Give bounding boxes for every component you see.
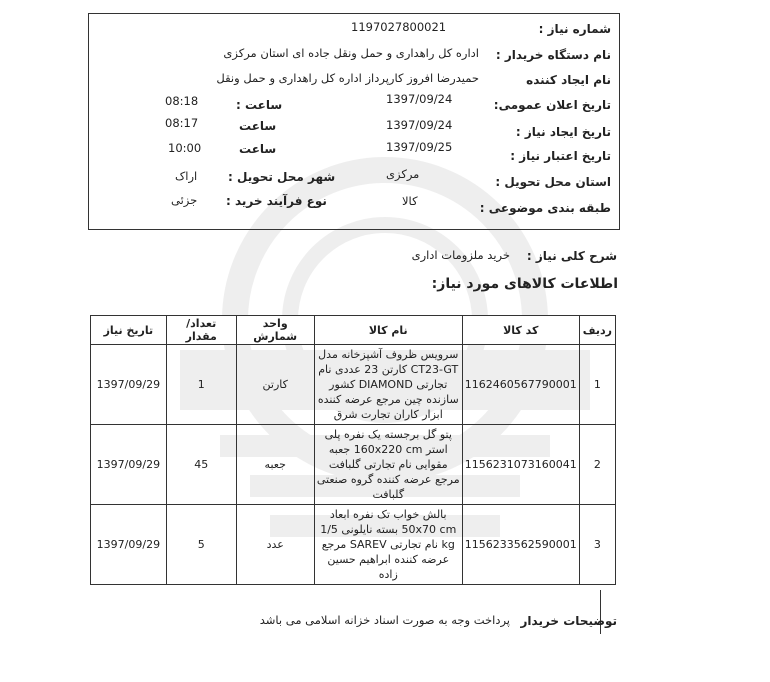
row-name: بالش خواب تک نفره ابعاد 50x70 cm بسته نایلونی 1/5 kg نام تجارتی SAREV مرجع عرضه کننده ابراهیم حسین زاده <box>314 505 462 585</box>
province: مرکزی <box>386 167 420 181</box>
announce-time: 08:18 <box>165 94 199 108</box>
buyer-notes: پرداخت وجه به صورت اسناد خزانه اسلامی می باشد <box>259 613 510 627</box>
row-number: 3 <box>579 505 615 585</box>
row-qty: 45 <box>166 425 236 505</box>
table-header-row <box>91 316 616 345</box>
row-code: 1156231073160041 <box>462 425 579 505</box>
created-label: تاریخ ایجاد نیاز : <box>515 125 611 139</box>
header-qty: تعداد/ مقدار <box>166 316 236 345</box>
row-number: 2 <box>579 425 615 505</box>
header-unit: واحد شمارش <box>236 316 314 345</box>
row-name: سرویس ظروف آشپزخانه مدل CT23-GT کارتن 23 عددی نام تجارتی DIAMOND کشور سازنده چین مرجع عرضه کننده ابزار کاران تجارت شرق <box>314 345 462 425</box>
validity-date: 1397/09/25 <box>386 140 453 154</box>
city: اراک <box>175 169 198 183</box>
row-unit: جعبه <box>236 425 314 505</box>
buyer-org: اداره کل راهداری و حمل ونقل جاده ای استان مرکزی <box>223 46 479 60</box>
need-info-box <box>88 13 620 230</box>
items-table <box>90 315 616 585</box>
header-code: کد کالا <box>462 316 579 345</box>
header-name: نام کالا <box>314 316 462 345</box>
validity-time-label: ساعت <box>239 142 277 156</box>
row-qty: 1 <box>166 345 236 425</box>
process-label: نوع فرآیند خرید : <box>226 194 327 208</box>
created-time: 08:17 <box>165 116 199 130</box>
row-date: 1397/09/29 <box>91 425 167 505</box>
row-name: پتو گل برجسته یک نفره پلی استر 160x220 cm جعبه مقوایی نام تجارتی گلبافت مرجع عرضه کننده گروه صنعتی گلبافت <box>314 425 462 505</box>
announce-label: تاریخ اعلان عمومی: <box>493 98 611 112</box>
table-row <box>91 425 616 505</box>
row-date: 1397/09/29 <box>91 345 167 425</box>
announce-time-label: ساعت : <box>236 98 283 112</box>
created-date: 1397/09/24 <box>386 118 453 132</box>
row-date: 1397/09/29 <box>91 505 167 585</box>
validity-label: تاریخ اعتبار نیاز : <box>510 149 611 163</box>
row-unit: کارتن <box>236 345 314 425</box>
row-number: 1 <box>579 345 615 425</box>
creator: حمیدرضا افروز کارپرداز اداره کل راهداری و حمل ونقل <box>216 71 479 85</box>
table-row <box>91 345 616 425</box>
summary-label: شرح کلی نیاز : <box>526 249 617 263</box>
creator-label: نام ایجاد کننده <box>526 73 611 87</box>
items-heading: اطلاعات کالاهای مورد نیاز: <box>431 276 618 292</box>
row-code: 1162460567790001 <box>462 345 579 425</box>
buyer-org-label: نام دستگاه خریدار : <box>495 48 611 62</box>
row-code: 1156233562590001 <box>462 505 579 585</box>
header-date: تاریخ نیاز <box>91 316 167 345</box>
need-number-label: شماره نیاز : <box>538 22 611 36</box>
row-unit: عدد <box>236 505 314 585</box>
validity-time: 10:00 <box>168 141 202 155</box>
header-row: ردیف <box>579 316 615 345</box>
need-number: 1197027800021 <box>351 20 447 34</box>
table-row <box>91 505 616 585</box>
process: جزئی <box>171 193 198 207</box>
category: کالا <box>402 194 418 208</box>
announce-date: 1397/09/24 <box>386 92 453 106</box>
city-label: شهر محل تحویل : <box>228 170 336 184</box>
province-label: استان محل تحویل : <box>495 175 611 189</box>
category-label: طبقه بندی موضوعی : <box>479 201 611 215</box>
row-qty: 5 <box>166 505 236 585</box>
buyer-notes-label: توضیحات خریدار <box>520 614 617 628</box>
summary-value: خرید ملزومات اداری <box>411 248 510 262</box>
created-time-label: ساعت <box>239 119 277 133</box>
